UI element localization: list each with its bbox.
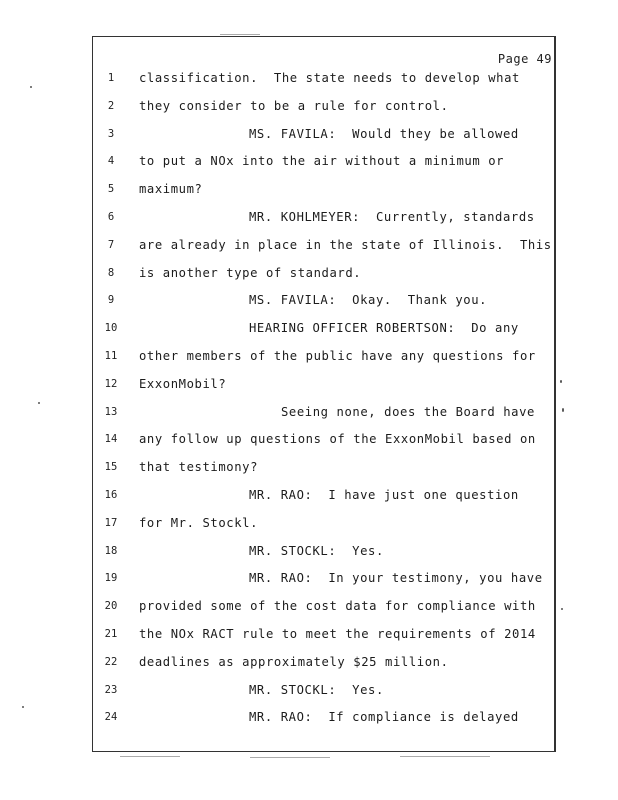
transcript-line [0, 374, 618, 394]
line-number: 12 [104, 377, 118, 390]
line-text: the NOx RACT rule to meet the requirements of 2014 [139, 627, 536, 641]
page-number: Page 49 [497, 52, 552, 66]
transcript-line [0, 568, 618, 588]
line-number: 5 [107, 183, 115, 196]
scan-speck [22, 706, 24, 708]
line-number: 8 [107, 266, 115, 279]
scan-edge-noise [220, 34, 260, 35]
transcript-line [0, 290, 618, 310]
line-text: HEARING OFFICER ROBERTSON: Do any [249, 321, 519, 336]
transcript-line [0, 680, 618, 700]
scan-speck [562, 408, 564, 412]
transcript-line [0, 707, 618, 727]
line-number: 7 [107, 238, 115, 251]
line-number: 15 [104, 461, 118, 474]
line-text: that testimony? [139, 460, 259, 475]
line-number: 10 [104, 322, 118, 335]
transcript-line [0, 263, 618, 283]
line-number: 1 [107, 72, 115, 84]
transcript-line [0, 151, 618, 171]
transcript-line [0, 124, 618, 144]
line-number: 21 [104, 628, 118, 640]
transcript-line [0, 485, 618, 505]
line-number: 23 [104, 683, 118, 696]
line-number: 20 [104, 600, 118, 613]
line-text: deadlines as approximately $25 million. [139, 654, 449, 669]
line-number: 18 [104, 544, 118, 557]
transcript-line [0, 596, 618, 616]
line-text: MR. STOCKL: Yes. [249, 543, 384, 558]
transcript-line [0, 513, 618, 533]
transcript-line [0, 541, 618, 561]
line-text: maximum? [139, 182, 203, 197]
line-number: 22 [104, 655, 118, 668]
transcript-line [0, 68, 618, 88]
scan-speck [38, 402, 40, 404]
line-number: 4 [107, 155, 115, 168]
transcript-line [0, 207, 618, 227]
line-text: MR. RAO: I have just one question [249, 488, 519, 502]
line-number: 14 [104, 433, 118, 446]
line-number: 19 [104, 572, 118, 585]
line-number: 16 [104, 489, 118, 501]
transcript-line [0, 429, 618, 449]
line-number: 13 [104, 405, 118, 418]
scan-edge-noise [120, 756, 180, 757]
line-text: MS. FAVILA: Would they be allowed [249, 126, 519, 141]
line-text: classification. The state needs to develop what [139, 71, 520, 85]
transcript-line [0, 652, 618, 672]
transcript-line [0, 96, 618, 116]
scan-edge-noise [250, 757, 330, 758]
line-text: MR. STOCKL: Yes. [249, 682, 384, 697]
line-number: 24 [104, 711, 118, 724]
line-text: other members of the public have any questions for [139, 349, 536, 363]
line-text: is another type of standard. [139, 265, 362, 280]
line-number: 3 [107, 127, 115, 140]
transcript-line [0, 402, 618, 422]
line-text: MR. RAO: In your testimony, you have [249, 571, 543, 586]
line-text: any follow up questions of the ExxonMobil based on [139, 432, 536, 447]
line-number: 2 [107, 99, 115, 112]
line-text: ExxonMobil? [139, 376, 227, 391]
line-number: 6 [107, 211, 115, 223]
transcript-line [0, 624, 618, 644]
line-text: provided some of the cost data for compliance with [139, 599, 536, 614]
transcript-line [0, 318, 618, 338]
transcript-line [0, 346, 618, 366]
line-number: 17 [104, 516, 118, 529]
transcript-line [0, 235, 618, 255]
line-text: to put a NOx into the air without a minimum or [139, 154, 505, 169]
scan-speck [30, 86, 32, 88]
scan-edge-noise [400, 756, 490, 757]
transcript-line [0, 179, 618, 199]
transcript-line [0, 457, 618, 477]
line-text: MR. RAO: If compliance is delayed [249, 710, 519, 725]
line-text: they consider to be a rule for control. [139, 98, 449, 113]
line-number: 9 [107, 294, 115, 307]
line-text: are already in place in the state of Illinois. This [139, 237, 552, 252]
line-text: Seeing none, does the Board have [281, 404, 535, 419]
scan-speck [560, 380, 562, 383]
line-text: MR. KOHLMEYER: Currently, standards [249, 210, 535, 224]
line-number: 11 [104, 350, 118, 362]
scan-speck [561, 608, 563, 610]
line-text: MS. FAVILA: Okay. Thank you. [249, 293, 488, 308]
line-text: for Mr. Stockl. [139, 515, 259, 530]
